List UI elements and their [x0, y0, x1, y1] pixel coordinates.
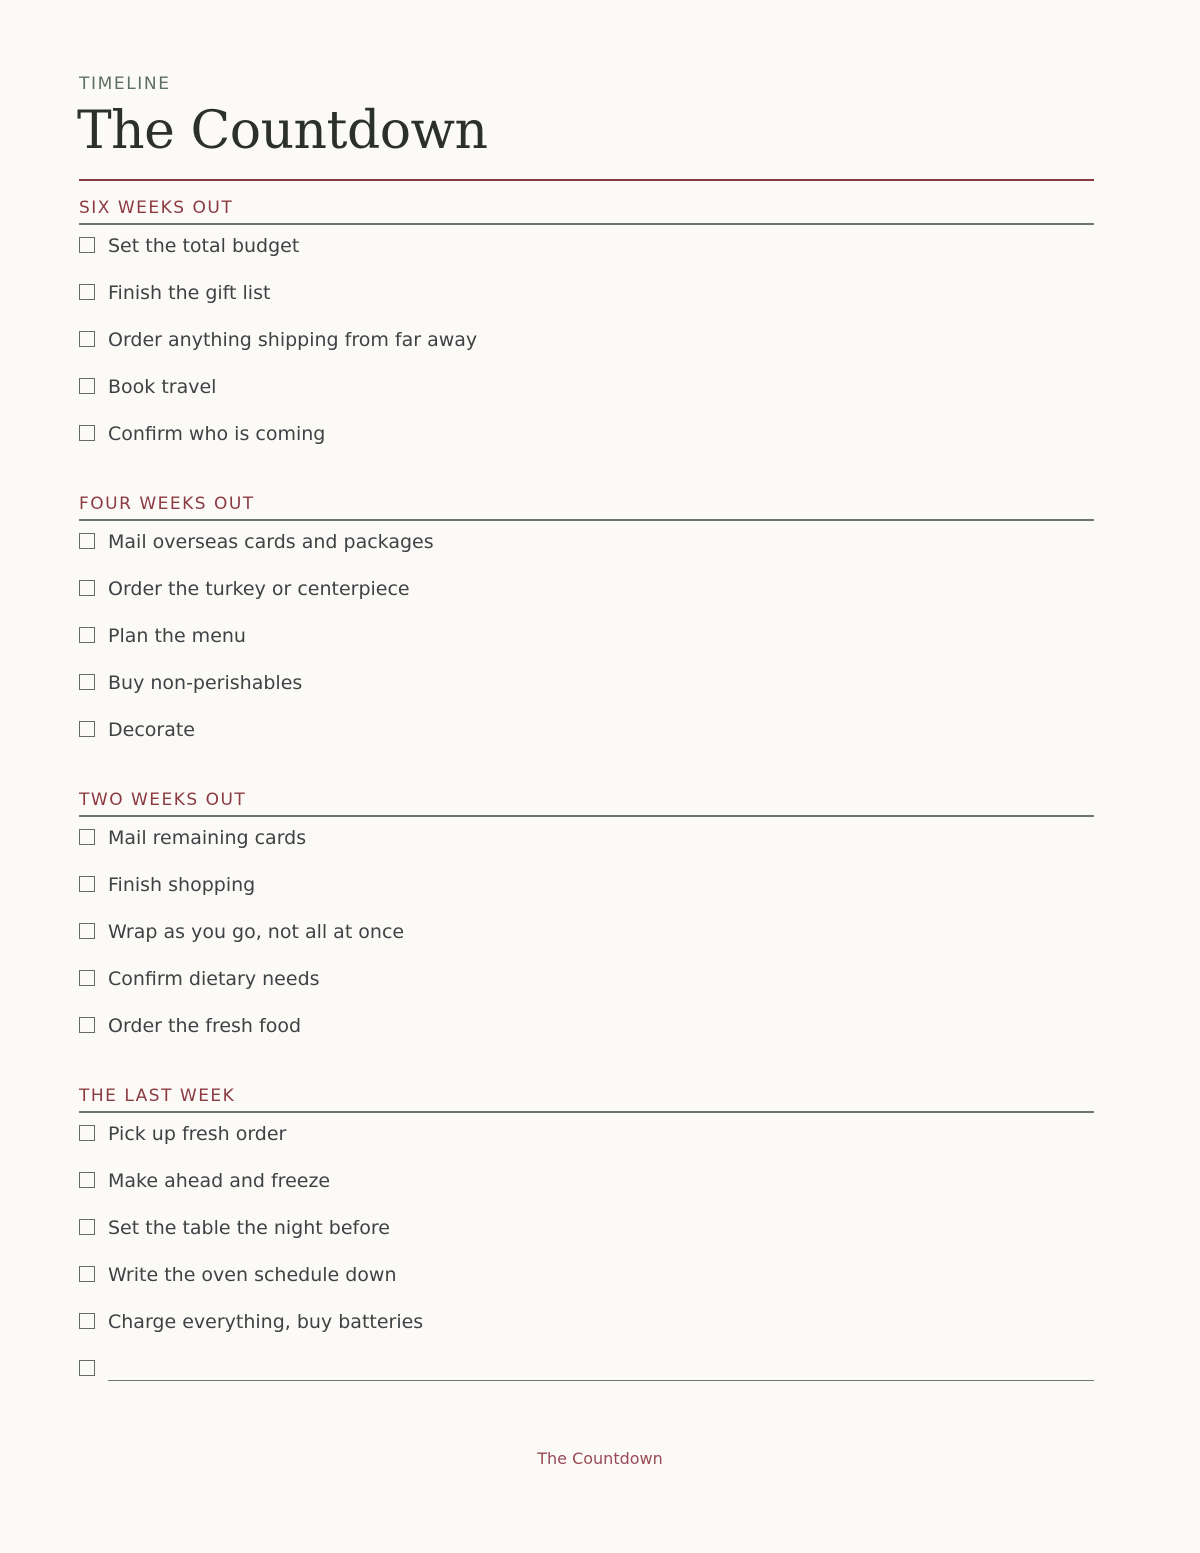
section-heading-label: FOUR WEEKS OUT: [79, 494, 255, 514]
checkbox[interactable]: [79, 923, 95, 939]
section-four-weeks-out: [79, 493, 1094, 761]
checkbox[interactable]: [79, 1360, 95, 1376]
checklist-item: [79, 418, 1094, 465]
page-title: The Countdown: [77, 101, 488, 161]
checklist-item-label: Pick up fresh order: [108, 1123, 287, 1145]
section-heading: [79, 493, 1094, 521]
section-two-weeks-out: [79, 789, 1094, 1057]
checklist-item-label: Set the table the night before: [108, 1217, 390, 1239]
checklist-item: [79, 277, 1094, 324]
checklist-item: [79, 869, 1094, 916]
checklist-item-label: Order the turkey or centerpiece: [108, 578, 410, 600]
checklist-item-label: Decorate: [108, 719, 195, 741]
checklist-item: [79, 1118, 1094, 1165]
checkbox[interactable]: [79, 580, 95, 596]
checklist-item-label: Write the oven schedule down: [108, 1264, 397, 1286]
checkbox[interactable]: [79, 876, 95, 892]
checklist-item-label: Charge everything, buy batteries: [108, 1311, 424, 1333]
checklist-item-label: Set the total budget: [108, 235, 300, 257]
checklist-item: [79, 822, 1094, 869]
checklist-item: [79, 573, 1094, 620]
checkbox[interactable]: [79, 627, 95, 643]
checklist-item: [79, 667, 1094, 714]
checkbox[interactable]: [79, 1266, 95, 1282]
checkbox[interactable]: [79, 237, 95, 253]
checklist-item-label: Book travel: [108, 376, 217, 398]
checklist-item-label: Finish the gift list: [108, 282, 271, 304]
checkbox[interactable]: [79, 1313, 95, 1329]
checkbox[interactable]: [79, 1172, 95, 1188]
checklist-item-label: Wrap as you go, not all at once: [108, 921, 405, 943]
checkbox[interactable]: [79, 533, 95, 549]
checklist-item: [79, 620, 1094, 667]
checklist-item: [79, 1010, 1094, 1057]
section-heading: [79, 197, 1094, 225]
checklist-item-label: Mail remaining cards: [108, 827, 307, 849]
checkbox[interactable]: [79, 284, 95, 300]
checkbox[interactable]: [79, 378, 95, 394]
page-footer: The Countdown: [537, 1449, 663, 1468]
checkbox[interactable]: [79, 1017, 95, 1033]
checklist-item: [79, 1212, 1094, 1259]
checklist-item: [79, 963, 1094, 1010]
checklist-item-label: Finish shopping: [108, 874, 256, 896]
checklist-item-label: Mail overseas cards and packages: [108, 531, 434, 553]
checklist-item: [79, 1306, 1094, 1353]
page-eyebrow: TIMELINE: [79, 74, 171, 94]
checklist-item-label: Confirm dietary needs: [108, 968, 320, 990]
section-the-last-week: [79, 1085, 1094, 1400]
section-heading: [79, 789, 1094, 817]
checklist-item-label: Order anything shipping from far away: [108, 329, 478, 351]
checkbox[interactable]: [79, 674, 95, 690]
section-six-weeks-out: [79, 197, 1094, 465]
checklist-item: [79, 230, 1094, 277]
checklist-item-label: Order the fresh food: [108, 1015, 302, 1037]
checkbox[interactable]: [79, 1125, 95, 1141]
checklist-item-label: Buy non-perishables: [108, 672, 303, 694]
checklist-item: [79, 1259, 1094, 1306]
checklist-item: [79, 371, 1094, 418]
section-heading-label: THE LAST WEEK: [79, 1086, 236, 1106]
checklist-item-blank: [79, 1353, 1094, 1400]
checklist-item: [79, 1165, 1094, 1212]
checklist-item: [79, 714, 1094, 761]
checkbox[interactable]: [79, 970, 95, 986]
checklist-item-label: Confirm who is coming: [108, 423, 326, 445]
section-heading-label: TWO WEEKS OUT: [79, 790, 247, 810]
section-heading-label: SIX WEEKS OUT: [79, 198, 234, 218]
checklist-item: [79, 324, 1094, 371]
checklist-item-label: Make ahead and freeze: [108, 1170, 331, 1192]
section-heading: [79, 1085, 1094, 1113]
write-in-line[interactable]: [108, 1380, 1094, 1381]
checkbox[interactable]: [79, 721, 95, 737]
checklist-item: [79, 916, 1094, 963]
checkbox[interactable]: [79, 331, 95, 347]
checklist-item-label: Plan the menu: [108, 625, 246, 647]
title-divider: [79, 179, 1094, 181]
checkbox[interactable]: [79, 829, 95, 845]
checklist-item: [79, 526, 1094, 573]
checkbox[interactable]: [79, 425, 95, 441]
checkbox[interactable]: [79, 1219, 95, 1235]
